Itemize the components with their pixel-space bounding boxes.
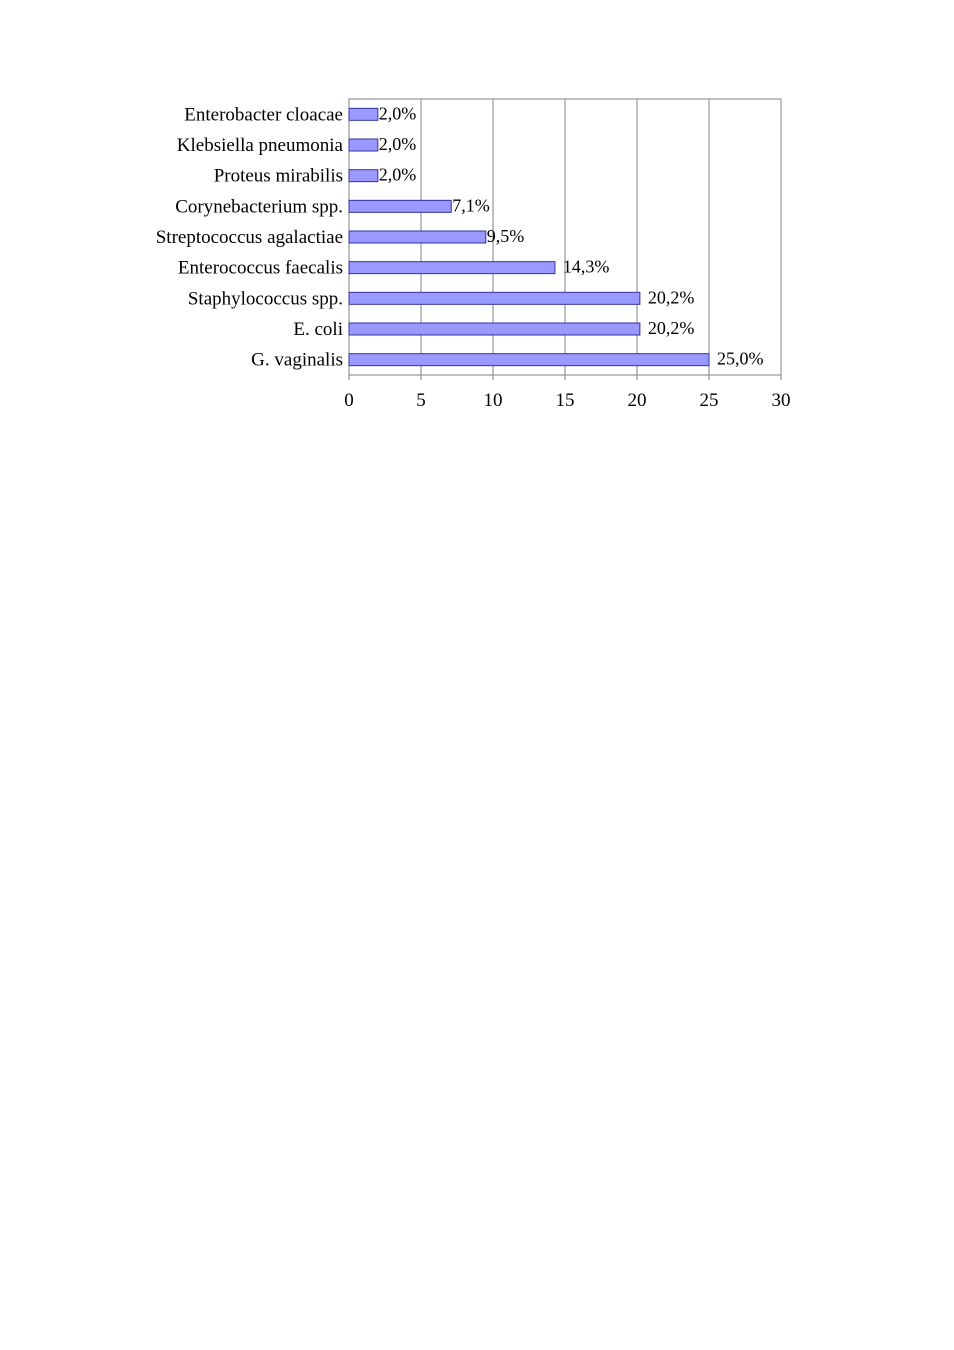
x-tick-label: 30 (771, 390, 791, 411)
bar (349, 108, 378, 120)
category-label: Enterococcus faecalis (177, 257, 343, 279)
data-label: 20,2% (647, 318, 695, 338)
category-label: Enterobacter cloacae (184, 104, 343, 126)
category-label: Staphylococcus spp. (187, 288, 343, 310)
category-label: Streptococcus agalactiae (155, 227, 343, 248)
bar (349, 231, 486, 243)
bar (349, 200, 451, 212)
category-label: G. vaginalis (251, 349, 343, 371)
bar (349, 354, 709, 366)
data-label: 2,0% (378, 134, 417, 154)
bar (349, 323, 640, 335)
data-label: 2,0% (378, 164, 417, 185)
x-tick-label: 15 (555, 390, 575, 411)
category-labels (156, 104, 344, 370)
bar (349, 262, 555, 274)
x-tick-label: 20 (627, 390, 647, 411)
bar (349, 139, 378, 151)
category-label: Klebsiella pneumonia (176, 135, 343, 156)
data-label: 14,3% (562, 256, 610, 277)
x-tick-label: 5 (416, 390, 426, 411)
bar (349, 292, 640, 304)
data-label: 25,0% (717, 348, 764, 369)
category-label: Proteus mirabilis (213, 165, 343, 187)
data-label: 20,2% (647, 287, 695, 308)
x-axis (344, 375, 790, 411)
category-label: Corynebacterium spp. (175, 196, 343, 218)
x-tick-label: 10 (483, 390, 503, 411)
x-tick-label: 0 (344, 390, 354, 411)
x-tick-label: 25 (699, 390, 719, 411)
data-label: 7,1% (452, 195, 490, 216)
data-label: 2,0% (378, 103, 417, 124)
category-label: E. coli (293, 319, 343, 340)
bar (349, 170, 378, 182)
data-label: 9,5% (486, 226, 525, 246)
